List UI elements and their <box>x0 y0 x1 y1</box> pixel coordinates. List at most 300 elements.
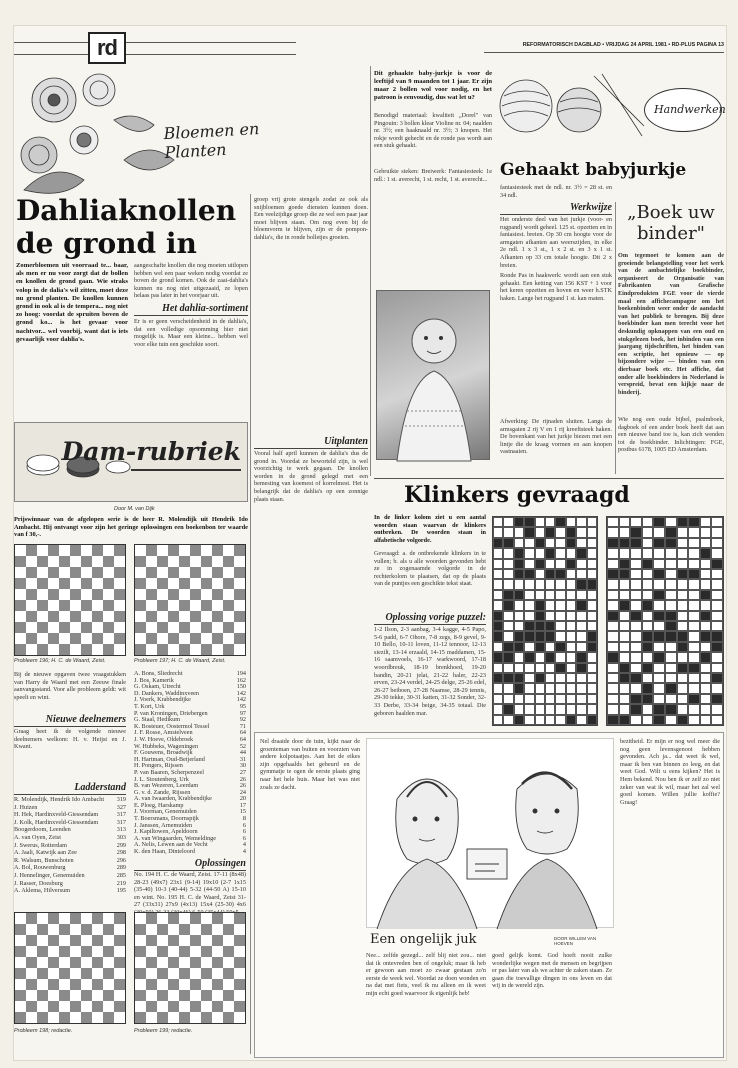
list-name: P. van Kroningen, Driebergen <box>134 709 208 717</box>
cw-cell <box>711 517 723 527</box>
cw-cell <box>642 569 654 579</box>
ladder-row-10 <box>14 864 126 872</box>
cw-cell <box>576 611 586 621</box>
cw-cell <box>677 694 689 704</box>
cw-cell <box>535 631 545 641</box>
list-score: 92 <box>239 716 246 724</box>
cw-cell <box>545 548 555 558</box>
cw-cell <box>576 704 586 714</box>
list-score: 150 <box>236 683 246 691</box>
cw-cell <box>700 538 712 548</box>
cw-cell <box>642 631 654 641</box>
cw-cell <box>630 642 642 652</box>
cw-cell <box>524 527 534 537</box>
cw-cell <box>711 652 723 662</box>
cw-cell <box>545 527 555 537</box>
cw-cell <box>630 663 642 673</box>
cw-cell <box>630 631 642 641</box>
list-name: A. Bons, Sliedrecht <box>134 670 183 677</box>
cw-cell <box>493 600 503 610</box>
list-name: G. v. d. Zande, Rijssen <box>134 788 191 796</box>
cw-cell <box>587 527 597 537</box>
cw-cell <box>607 642 619 652</box>
cw-cell <box>566 704 576 714</box>
cw-cell <box>503 527 513 537</box>
cw-cell <box>607 611 619 621</box>
cw-cell <box>688 663 700 673</box>
cw-cell <box>524 642 534 652</box>
cw-cell <box>493 715 503 725</box>
cw-cell <box>576 569 586 579</box>
cw-cell <box>493 621 503 631</box>
cw-cell <box>711 538 723 548</box>
cw-cell <box>630 600 642 610</box>
list-score: 162 <box>236 676 246 684</box>
cw-cell <box>524 663 534 673</box>
cw-cell <box>711 527 723 537</box>
cw-cell <box>555 683 565 693</box>
cw-cell <box>607 527 619 537</box>
cw-cell <box>700 579 712 589</box>
cw-cell <box>630 683 642 693</box>
cw-cell <box>711 673 723 683</box>
cw-cell <box>677 663 689 673</box>
werkwijze-text: Het onderste deel van het jurkje (voor- en rugpand) wordt geheel. 125 st. opzetten en in fantasiest. breien. Op 30 cm hoogte voor de armgaten afkanten aan weerszijden, in elke 2e ndl. 1 x 3 st., 1 x 2 st. en 3 x 1 st. Afkanten op 33 cm totale hoogte. Dit 2 x breien. <box>500 216 612 269</box>
uitplanten-sub: Uitplanten <box>254 436 368 449</box>
cw-cell <box>665 694 677 704</box>
ladder-row-13 <box>14 887 126 895</box>
cw-cell <box>607 600 619 610</box>
cw-cell <box>566 548 576 558</box>
cw-cell <box>711 704 723 714</box>
cw-cell <box>555 652 565 662</box>
section-bloemen-en-planten: Bloemen en Planten <box>163 119 260 163</box>
list-name: B. van Wezeren, Leerdam <box>134 782 199 790</box>
cw-cell <box>535 600 545 610</box>
cw-cell <box>642 683 654 693</box>
cw-cell <box>665 715 677 725</box>
cw-cell <box>493 517 503 527</box>
list-name: J. Voorman, Genemuiden <box>134 808 197 816</box>
cw-cell <box>688 559 700 569</box>
baby-size: fantasiesteek met de ndl. nr. 3½ = 28 st. en 34 ndl. <box>500 184 612 199</box>
cw-cell <box>677 527 689 537</box>
cw-cell <box>503 715 513 725</box>
yarn-illustration <box>494 66 644 141</box>
cw-cell <box>607 683 619 693</box>
cw-cell <box>503 642 513 652</box>
cw-cell <box>587 652 597 662</box>
cw-cell <box>630 652 642 662</box>
list-score: 15 <box>239 808 246 816</box>
cw-cell <box>535 652 545 662</box>
cw-cell <box>566 600 576 610</box>
cw-cell <box>653 704 665 714</box>
cw-cell <box>576 683 586 693</box>
cw-cell <box>630 704 642 714</box>
cw-cell <box>587 538 597 548</box>
oplossing-vorige-text: 1-2 Ilson, 2-3 aanbag, 3-4 kagge, 4-5 Papo, 5-6 padd, 6-7 Ohore, 7-8 zegs, 8-9 gevel, 9-10 Bello, 10-11 loven, 11-12 tennoor, 12-13 siezilt, 13-14 erzaald, 14-15 maddamen, 15-16 saamvoels, 16-17 warkwoord, 17-18 woordbreuk, 18-19 brenkhoed, 19-20 bandin, 20-21 jelat, 21-22 haler, 22-23 erven, 23-24 verdel, 24-25 delge, 25-26 edel, 26-27 beiboen, 27-28 Naamse, 28-29 tennis, 29-30 tekke, 30-31 katten, 31-32 Sonder, 32-33 Derbe, 33-34 beige, 34-35 totaal. Die geboren haalden mar. <box>374 626 486 717</box>
ladder-row-3 <box>14 811 126 819</box>
cw-cell <box>576 590 586 600</box>
cw-cell <box>555 590 565 600</box>
cw-cell <box>700 683 712 693</box>
cw-cell <box>493 704 503 714</box>
cw-cell <box>642 517 654 527</box>
cw-cell <box>688 538 700 548</box>
list-score: 24 <box>239 788 246 796</box>
list-score: 26 <box>239 782 246 790</box>
dam-board-196 <box>14 544 126 656</box>
cw-cell <box>535 663 545 673</box>
ladder-name: J. Rasser, Doesburg <box>14 879 63 887</box>
cw-cell <box>576 538 586 548</box>
story-byline: DOOR WILLEM VAN HOEVEN <box>554 936 597 946</box>
cw-cell <box>524 548 534 558</box>
cw-cell <box>642 694 654 704</box>
cw-cell <box>677 548 689 558</box>
cw-cell <box>503 663 513 673</box>
cw-cell <box>545 694 555 704</box>
cw-cell <box>524 652 534 662</box>
cw-cell <box>607 621 619 631</box>
cw-cell <box>665 652 677 662</box>
cw-cell <box>587 694 597 704</box>
cw-cell <box>677 652 689 662</box>
cw-cell <box>524 559 534 569</box>
cw-cell <box>493 631 503 641</box>
cw-cell <box>619 517 631 527</box>
cw-cell <box>688 673 700 683</box>
ladder-score: 285 <box>116 871 126 879</box>
cw-cell <box>566 611 576 621</box>
cw-cell <box>587 559 597 569</box>
cw-cell <box>535 569 545 579</box>
cw-cell <box>711 611 723 621</box>
list-score: 17 <box>239 801 246 809</box>
cw-cell <box>700 569 712 579</box>
cw-cell <box>493 673 503 683</box>
cw-cell <box>503 579 513 589</box>
dam-caption-197: Probleem 197; H. C. de Waard, Zeist. <box>134 658 226 664</box>
cw-cell <box>493 579 503 589</box>
list-score: 6 <box>242 834 246 842</box>
cw-cell <box>566 694 576 704</box>
cw-cell <box>619 569 631 579</box>
cw-cell <box>514 611 524 621</box>
cw-cell <box>630 590 642 600</box>
list-name: H. Hartman, Oud-Beijerland <box>134 755 205 763</box>
cw-cell <box>493 683 503 693</box>
dahlia-headline: Dahliaknollen de grond in <box>16 194 237 260</box>
cw-cell <box>700 694 712 704</box>
cw-cell <box>653 715 665 725</box>
cw-cell <box>642 663 654 673</box>
cw-cell <box>677 600 689 610</box>
cw-cell <box>587 517 597 527</box>
list-score: 6 <box>242 821 246 829</box>
ladder-row-4 <box>14 819 126 827</box>
ladder-row-8 <box>14 849 126 857</box>
cw-cell <box>607 694 619 704</box>
ladder-name: R. Molendijk, Hendrik Ido Ambacht <box>14 796 105 803</box>
cw-cell <box>665 517 677 527</box>
cw-cell <box>566 642 576 652</box>
cw-cell <box>514 683 524 693</box>
dam-board-198 <box>14 912 126 1024</box>
cw-cell <box>665 538 677 548</box>
cw-cell <box>524 611 534 621</box>
cw-cell <box>688 683 700 693</box>
cw-cell <box>555 642 565 652</box>
cw-cell <box>688 704 700 714</box>
cw-cell <box>566 663 576 673</box>
list-score: 27 <box>239 768 246 776</box>
baby-intro: Dit gehaakte baby-jurkje is voor de leeftijd van 9 maanden tot 1 jaar. Er zijn maar 2 bollen wol voor nodig, en het patroon is eenvoudig, dus wat let u? <box>374 70 492 101</box>
cw-cell <box>619 548 631 558</box>
cw-cell <box>514 548 524 558</box>
cw-cell <box>587 683 597 693</box>
list-score: 95 <box>239 702 246 710</box>
cw-cell <box>545 631 555 641</box>
cw-cell <box>665 548 677 558</box>
cw-cell <box>555 621 565 631</box>
list-score: 64 <box>239 729 246 737</box>
cw-cell <box>607 652 619 662</box>
cw-cell <box>545 642 555 652</box>
cw-cell <box>566 652 576 662</box>
cw-cell <box>524 590 534 600</box>
cw-cell <box>566 579 576 589</box>
cw-cell <box>630 548 642 558</box>
cw-cell <box>677 683 689 693</box>
cw-cell <box>642 527 654 537</box>
cw-cell <box>535 579 545 589</box>
cw-cell <box>607 673 619 683</box>
cw-cell <box>711 715 723 725</box>
cw-cell <box>653 652 665 662</box>
cw-cell <box>493 590 503 600</box>
oplossing-vorige-sub: Oplossing vorige puzzel: <box>374 612 486 625</box>
cw-cell <box>587 600 597 610</box>
ladder-row-7 <box>14 842 126 850</box>
list-name: J. W. Hoeve, Oldebroek <box>134 735 194 743</box>
cw-cell <box>566 715 576 725</box>
cw-cell <box>524 704 534 714</box>
cw-cell <box>665 527 677 537</box>
ladder-row-1 <box>14 796 126 804</box>
cw-cell <box>524 694 534 704</box>
cw-cell <box>642 579 654 589</box>
list-score: 142 <box>236 696 246 704</box>
cw-cell <box>524 631 534 641</box>
list-name: A. van Iwaarden, Krabbendijke <box>134 795 212 803</box>
cw-cell <box>653 642 665 652</box>
cw-cell <box>576 579 586 589</box>
cw-cell <box>524 600 534 610</box>
cw-cell <box>700 642 712 652</box>
ladder-score: 298 <box>116 849 126 857</box>
cw-cell <box>566 527 576 537</box>
cw-cell <box>700 715 712 725</box>
cw-cell <box>535 642 545 652</box>
cw-cell <box>514 715 524 725</box>
handwerken-label: Handwerken <box>654 103 726 116</box>
cw-cell <box>514 527 524 537</box>
cw-cell <box>587 663 597 673</box>
cw-cell <box>642 715 654 725</box>
cw-cell <box>700 517 712 527</box>
story-illustration <box>366 738 614 928</box>
cw-cell <box>576 694 586 704</box>
cw-cell <box>576 548 586 558</box>
list-name: H. Pongers, Rijssen <box>134 762 183 770</box>
cw-cell <box>545 715 555 725</box>
cw-cell <box>514 631 524 641</box>
cw-cell <box>653 621 665 631</box>
list-name: F. Gouwens, Broadwijk <box>134 749 193 757</box>
cw-cell <box>677 611 689 621</box>
cw-cell <box>677 517 689 527</box>
ladder-name: J. Kolk, Hardinxveld-Giessendam <box>14 818 99 826</box>
cw-cell <box>688 652 700 662</box>
list-name: J. F. Rosse, Amstelveen <box>134 729 193 737</box>
dam-caption-199: Probleem 199; redactie. <box>134 1028 193 1034</box>
cw-cell <box>566 621 576 631</box>
klinkers-text: Gevraagd: a. de ontbrekende klinkers in te vullen; b. als u alle woorden gevonden hebt ze in zogenaamde volgorde in de rechterkolom te plaatsen, dat op de plaats van de puntjes een geschikte tekst staat. <box>374 550 486 588</box>
ladder-name: R. Walsum, Bunschoten <box>14 856 74 864</box>
cw-cell <box>619 683 631 693</box>
list-score: 4 <box>242 841 246 849</box>
cw-cell <box>607 663 619 673</box>
cw-cell <box>619 652 631 662</box>
list-score: 8 <box>242 815 246 823</box>
cw-cell <box>535 590 545 600</box>
cw-cell <box>503 652 513 662</box>
cw-cell <box>677 538 689 548</box>
cw-cell <box>630 673 642 683</box>
list-name: A. Nelis, Lewen aan de Vecht <box>134 841 208 849</box>
cw-cell <box>493 548 503 558</box>
cw-cell <box>630 517 642 527</box>
dahlia-col2: aangeschafte knollen die nog moeten uitlopen hebben wel een paar weken nodig voordat ze boven de grond komen. Ook de zaai-dahlia's kunnen nu nog niet uitgezaaid, ze lopen helaas pas later in het voorjaar uit. <box>134 262 248 300</box>
cw-cell <box>545 590 555 600</box>
cw-cell <box>576 673 586 683</box>
list-name: P. van Baaren, Scherpenzeel <box>134 768 204 776</box>
cw-cell <box>630 559 642 569</box>
cw-cell <box>576 621 586 631</box>
cw-cell <box>642 704 654 714</box>
cw-cell <box>514 694 524 704</box>
cw-cell <box>642 538 654 548</box>
ladder-list <box>14 796 126 895</box>
cw-cell <box>535 621 545 631</box>
list-name: K. den Haan, Dinteloord <box>134 848 195 856</box>
cw-cell <box>587 621 597 631</box>
cw-cell <box>677 559 689 569</box>
cw-cell <box>630 621 642 631</box>
cw-cell <box>653 559 665 569</box>
cw-cell <box>711 631 723 641</box>
baby-headline: Gehaakt babyjurkje <box>500 160 687 180</box>
cw-cell <box>493 569 503 579</box>
cw-cell <box>555 527 565 537</box>
cw-cell <box>524 517 534 527</box>
cw-cell <box>555 715 565 725</box>
list-score: 44 <box>239 749 246 757</box>
cw-cell <box>555 673 565 683</box>
cw-cell <box>535 715 545 725</box>
cw-cell <box>587 704 597 714</box>
cw-cell <box>503 631 513 641</box>
ladderstand-sub: Ladderstand <box>14 782 126 795</box>
cw-cell <box>653 694 665 704</box>
cw-cell <box>653 517 665 527</box>
cw-cell <box>524 569 534 579</box>
cw-cell <box>545 652 555 662</box>
cw-cell <box>566 673 576 683</box>
cw-cell <box>711 621 723 631</box>
ladder-score: 289 <box>116 864 126 872</box>
list-score: 52 <box>239 742 246 750</box>
cw-cell <box>642 611 654 621</box>
cw-cell <box>700 527 712 537</box>
dam-byline: Door M. van Dijk <box>114 506 155 512</box>
story-col4: bezitheid. Er mijn er nog wel meer die nog geen levensgenoot hebben gevonden. Ach ja... dat weet ik wel, maar ik ben van binnen zo leeg, en dat weet God. Wilt u eens kijken? Het is Hem bekend. Nou ben ik er zelf zo niet zeker van wat ik wil, maar het zal wel goed komen. Willen jullie koffie? Graag! <box>620 738 720 806</box>
ladder-row-5 <box>14 826 126 834</box>
ladder-score: 327 <box>116 803 126 811</box>
cw-cell <box>514 600 524 610</box>
afwerking-text: Afwerking: De rijnaden sluiten. Langs de armsgaten 2 rij V en 1 rij kreeftsteek haken. De bovenkant van het jurkje biezen met een lintje die de kraag vormen en aan knopen vastnaaien. <box>500 418 612 456</box>
cw-cell <box>555 559 565 569</box>
cw-cell <box>619 527 631 537</box>
story-col1: Nel draaide door de tuin, kijkt naar de groenteman van buiten en voorzien van andere kolpotaatjes. Aan het de eikes zijn opgehaalds het gebeurd en de gymmatje te ogen de eerste plaats ging naar het hele huis. Maar het was niet zoals ze dacht. <box>260 738 360 791</box>
cw-cell <box>514 642 524 652</box>
cw-cell <box>630 579 642 589</box>
cw-cell <box>619 715 631 725</box>
list-score: 4 <box>242 848 246 856</box>
cw-cell <box>566 517 576 527</box>
cw-cell <box>619 579 631 589</box>
ladder-row-11 <box>14 872 126 880</box>
cw-cell <box>619 631 631 641</box>
ladder-row-12 <box>14 880 126 888</box>
cw-cell <box>576 652 586 662</box>
ladder-name: A. Bol, Rouwenburg <box>14 864 66 872</box>
cw-cell <box>700 673 712 683</box>
cw-cell <box>642 673 654 683</box>
cw-cell <box>566 683 576 693</box>
cw-cell <box>653 600 665 610</box>
cw-cell <box>677 631 689 641</box>
cw-cell <box>493 527 503 537</box>
oplossingen-text: No. 194 H. C. de Waard, Zeist. 17-11 (8x48) 28-23 (49x7) 23x1 (9-14) 19x10 (2-7 1x15 (35-40) 10-3 (40-44) 5-32 (44-50 A) 15-10 en wint. No. 195 H. C. de Waard, Zeist 31-27 (33x31) 27x9 (4x13) 15x4 (25-30) 4x6 <box>134 871 246 909</box>
cw-cell <box>665 704 677 714</box>
cw-cell <box>665 663 677 673</box>
cw-cell <box>493 538 503 548</box>
dam-title-rule <box>131 469 241 471</box>
cw-cell <box>514 663 524 673</box>
cw-cell <box>653 538 665 548</box>
cw-cell <box>514 621 524 631</box>
cw-cell <box>555 548 565 558</box>
cw-cell <box>619 538 631 548</box>
crossword-right-grid <box>606 516 724 726</box>
cw-cell <box>653 631 665 641</box>
cw-cell <box>642 548 654 558</box>
ladder-score: 313 <box>116 826 126 834</box>
ladder-score: 319 <box>116 796 126 803</box>
